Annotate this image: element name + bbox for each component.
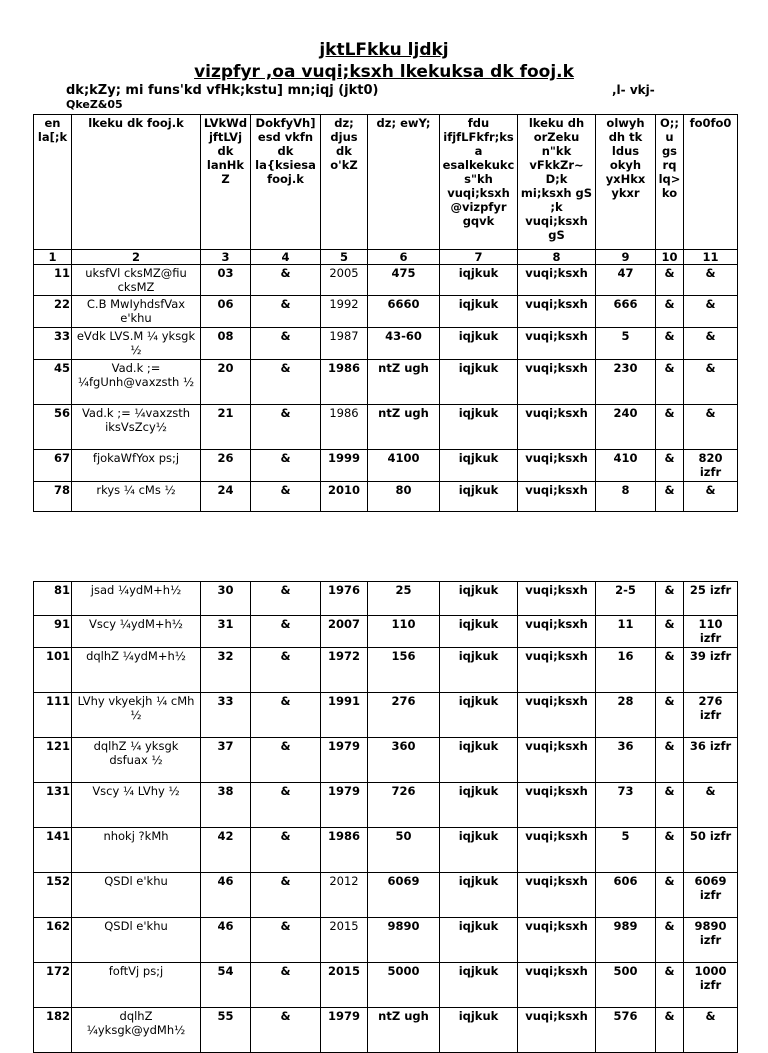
col-header-remarks: fo0fo0 [684, 115, 738, 250]
row-recovery-cost: 576 [596, 1008, 656, 1053]
col-number: 6 [368, 250, 440, 265]
table-row [34, 693, 738, 738]
row-price: 475 [368, 265, 440, 296]
row-recovery-cost: 11 [596, 616, 656, 648]
row-stock-ref: 33 [201, 693, 251, 738]
row-year: 2010 [321, 482, 368, 512]
table-row [34, 265, 738, 296]
row-stock-ref: 30 [201, 582, 251, 616]
row-year: 1987 [321, 328, 368, 360]
row-condition: iqjkuk [440, 482, 518, 512]
row-year: 1976 [321, 582, 368, 616]
row-suggestion: & [656, 693, 684, 738]
row-suggestion: & [656, 873, 684, 918]
table-row [34, 482, 738, 512]
col-header-stock-ref: LVkWd jftLVj dk lanHkZ [201, 115, 251, 250]
row-recovery-cost: 8 [596, 482, 656, 512]
row-serial-number: 33 [34, 328, 72, 360]
row-state: vuqi;ksxh [518, 1008, 596, 1053]
row-remarks: 39 izfr [684, 648, 738, 693]
row-stock-ref: 46 [201, 873, 251, 918]
row-state: vuqi;ksxh [518, 328, 596, 360]
row-recovery-cost: 16 [596, 648, 656, 693]
row-serial-number: 45 [34, 360, 72, 405]
row-condition: iqjkuk [440, 873, 518, 918]
row-stock-ref: 26 [201, 450, 251, 482]
row-suggestion: & [656, 1008, 684, 1053]
row-suggestion: & [656, 648, 684, 693]
row-recovery-cost: 240 [596, 405, 656, 450]
row-condition: iqjkuk [440, 582, 518, 616]
row-stock-ref: 31 [201, 616, 251, 648]
column-number-row [34, 250, 738, 265]
row-stock-ref: 24 [201, 482, 251, 512]
row-year: 2015 [321, 918, 368, 963]
row-item-description: foftVj ps;j [72, 963, 201, 1008]
row-item-description: jsad ¼ydM+h½ [72, 582, 201, 616]
row-item-description: Vad.k ;= ¼vaxzsth iksVsZcy½ [72, 405, 201, 450]
row-recovery-cost: 36 [596, 738, 656, 783]
row-price: 110 [368, 616, 440, 648]
row-suggestion: & [656, 783, 684, 828]
row-condition: iqjkuk [440, 828, 518, 873]
row-recovery-cost: 47 [596, 265, 656, 296]
row-condition: iqjkuk [440, 783, 518, 828]
row-recovery-cost: 2-5 [596, 582, 656, 616]
row-year: 2015 [321, 963, 368, 1008]
table-row [34, 783, 738, 828]
row-item-description: dqlhZ ¼yksgk@ydMh½ [72, 1008, 201, 1053]
row-serial-number: 56 [34, 405, 72, 450]
table-row [34, 582, 738, 616]
row-item-description: fjokaWfYox ps;j [72, 450, 201, 482]
row-item-description: uksfVl cksMZ@fiu cksMZ [72, 265, 201, 296]
col-number: 2 [72, 250, 201, 265]
row-serial-number: 22 [34, 296, 72, 328]
row-state: vuqi;ksxh [518, 265, 596, 296]
document-subtitle: vizpfyr ,oa vuqi;ksxh lkekuksa dk fooj.k [194, 62, 574, 82]
col-header-state: lkeku dh orZeku n"kk vFkkZr~ D;k mi;ksxh gS ;k vuqi;ksxh gS [518, 115, 596, 250]
row-serial-number: 172 [34, 963, 72, 1008]
row-remarks: 110 izfr [684, 616, 738, 648]
table-row [34, 738, 738, 783]
row-item-description: nhokj ?kMh [72, 828, 201, 873]
col-number: 11 [684, 250, 738, 265]
row-suggestion: & [656, 450, 684, 482]
row-condition: iqjkuk [440, 963, 518, 1008]
row-recovery-cost: 989 [596, 918, 656, 963]
col-number: 4 [251, 250, 321, 265]
row-serial-number: 67 [34, 450, 72, 482]
row-item-description: dqlhZ ¼ydM+h½ [72, 648, 201, 693]
row-quality: & [251, 405, 321, 450]
table-row [34, 828, 738, 873]
row-state: vuqi;ksxh [518, 738, 596, 783]
row-quality: & [251, 328, 321, 360]
row-condition: iqjkuk [440, 360, 518, 405]
row-stock-ref: 38 [201, 783, 251, 828]
col-header-item: lkeku dk fooj.k [72, 115, 201, 250]
row-stock-ref: 55 [201, 1008, 251, 1053]
header-row [34, 115, 738, 250]
row-remarks: & [684, 265, 738, 296]
row-serial-number: 81 [34, 582, 72, 616]
row-remarks: & [684, 328, 738, 360]
row-year: 1979 [321, 738, 368, 783]
row-remarks: 50 izfr [684, 828, 738, 873]
table-row [34, 405, 738, 450]
col-header-condition: fdu ifjfLFkfr;ksa esalkekukcs"kh vuqi;ksxh@vizpfyr gqvk [440, 115, 518, 250]
col-header-suggestion: O;;u gs rq lq>ko [656, 115, 684, 250]
row-serial-number: 141 [34, 828, 72, 873]
row-price: 276 [368, 693, 440, 738]
row-quality: & [251, 738, 321, 783]
row-price: ntZ ugh [368, 360, 440, 405]
row-serial-number: 131 [34, 783, 72, 828]
row-state: vuqi;ksxh [518, 450, 596, 482]
row-quality: & [251, 783, 321, 828]
row-remarks: & [684, 296, 738, 328]
col-number: 10 [656, 250, 684, 265]
row-serial-number: 11 [34, 265, 72, 296]
row-condition: iqjkuk [440, 918, 518, 963]
row-quality: & [251, 360, 321, 405]
table-row [34, 1008, 738, 1053]
row-item-description: Vscy ¼ydM+h½ [72, 616, 201, 648]
row-state: vuqi;ksxh [518, 828, 596, 873]
row-serial-number: 91 [34, 616, 72, 648]
row-condition: iqjkuk [440, 328, 518, 360]
row-remarks: 9890 izfr [684, 918, 738, 963]
row-state: vuqi;ksxh [518, 405, 596, 450]
row-condition: iqjkuk [440, 616, 518, 648]
row-condition: iqjkuk [440, 296, 518, 328]
form-number: QkeZ&05 [66, 98, 123, 111]
row-condition: iqjkuk [440, 1008, 518, 1053]
row-stock-ref: 08 [201, 328, 251, 360]
row-state: vuqi;ksxh [518, 482, 596, 512]
row-serial-number: 111 [34, 693, 72, 738]
table-row [34, 873, 738, 918]
row-remarks: 36 izfr [684, 738, 738, 783]
row-price: 25 [368, 582, 440, 616]
row-quality: & [251, 582, 321, 616]
row-condition: iqjkuk [440, 265, 518, 296]
row-remarks: 820 izfr [684, 450, 738, 482]
row-stock-ref: 54 [201, 963, 251, 1008]
row-year: 1986 [321, 828, 368, 873]
row-condition: iqjkuk [440, 648, 518, 693]
row-quality: & [251, 873, 321, 918]
row-quality: & [251, 616, 321, 648]
row-item-description: dqlhZ ¼ yksgk dsfuax ½ [72, 738, 201, 783]
row-year: 1979 [321, 1008, 368, 1053]
row-suggestion: & [656, 963, 684, 1008]
row-price: 43-60 [368, 328, 440, 360]
row-price: 9890 [368, 918, 440, 963]
row-suggestion: & [656, 738, 684, 783]
row-serial-number: 182 [34, 1008, 72, 1053]
col-header-price: dz; ewY; [368, 115, 440, 250]
row-suggestion: & [656, 265, 684, 296]
row-stock-ref: 03 [201, 265, 251, 296]
row-state: vuqi;ksxh [518, 693, 596, 738]
table-row [34, 963, 738, 1008]
row-item-description: eVdk LVS.M ¼ yksgk ½ [72, 328, 201, 360]
row-recovery-cost: 73 [596, 783, 656, 828]
office-line: dk;kZy; mi funs'kd vfHk;kstu] mn;iqj (jkt0) [66, 83, 379, 98]
row-remarks: 25 izfr [684, 582, 738, 616]
row-quality: & [251, 918, 321, 963]
inventory-table-page1 [33, 114, 738, 512]
row-year: 2012 [321, 873, 368, 918]
row-condition: iqjkuk [440, 450, 518, 482]
row-state: vuqi;ksxh [518, 783, 596, 828]
row-state: vuqi;ksxh [518, 360, 596, 405]
row-price: ntZ ugh [368, 405, 440, 450]
row-price: 6069 [368, 873, 440, 918]
row-quality: & [251, 450, 321, 482]
col-number: 5 [321, 250, 368, 265]
row-stock-ref: 21 [201, 405, 251, 450]
row-state: vuqi;ksxh [518, 582, 596, 616]
row-suggestion: & [656, 328, 684, 360]
row-remarks: & [684, 1008, 738, 1053]
row-recovery-cost: 5 [596, 328, 656, 360]
col-number: 9 [596, 250, 656, 265]
table-row [34, 328, 738, 360]
row-state: vuqi;ksxh [518, 648, 596, 693]
row-year: 1992 [321, 296, 368, 328]
col-header-sn: en la[;k [34, 115, 72, 250]
row-price: 726 [368, 783, 440, 828]
row-recovery-cost: 666 [596, 296, 656, 328]
row-condition: iqjkuk [440, 405, 518, 450]
row-recovery-cost: 410 [596, 450, 656, 482]
row-stock-ref: 32 [201, 648, 251, 693]
row-year: 1999 [321, 450, 368, 482]
row-recovery-cost: 28 [596, 693, 656, 738]
office-code: ,l- vkj- [612, 83, 655, 97]
row-remarks: & [684, 783, 738, 828]
row-price: ntZ ugh [368, 1008, 440, 1053]
row-recovery-cost: 500 [596, 963, 656, 1008]
row-item-description: rkys ¼ cMs ½ [72, 482, 201, 512]
row-item-description: QSDl e'khu [72, 918, 201, 963]
row-condition: iqjkuk [440, 693, 518, 738]
row-suggestion: & [656, 828, 684, 873]
row-quality: & [251, 1008, 321, 1053]
row-suggestion: & [656, 482, 684, 512]
row-quality: & [251, 963, 321, 1008]
row-remarks: 6069 izfr [684, 873, 738, 918]
row-quality: & [251, 693, 321, 738]
row-price: 156 [368, 648, 440, 693]
row-year: 1986 [321, 360, 368, 405]
row-price: 80 [368, 482, 440, 512]
row-item-description: QSDl e'khu [72, 873, 201, 918]
col-number: 3 [201, 250, 251, 265]
row-suggestion: & [656, 616, 684, 648]
row-quality: & [251, 296, 321, 328]
row-suggestion: & [656, 405, 684, 450]
row-suggestion: & [656, 296, 684, 328]
row-serial-number: 101 [34, 648, 72, 693]
row-serial-number: 121 [34, 738, 72, 783]
document-title: jktLFkku ljdkj [319, 40, 449, 60]
row-quality: & [251, 828, 321, 873]
row-quality: & [251, 482, 321, 512]
row-recovery-cost: 5 [596, 828, 656, 873]
row-year: 1979 [321, 783, 368, 828]
row-price: 50 [368, 828, 440, 873]
row-condition: iqjkuk [440, 738, 518, 783]
row-year: 2005 [321, 265, 368, 296]
row-item-description: LVhy vkyekjh ¼ cMh ½ [72, 693, 201, 738]
row-year: 2007 [321, 616, 368, 648]
row-stock-ref: 06 [201, 296, 251, 328]
row-stock-ref: 46 [201, 918, 251, 963]
row-recovery-cost: 606 [596, 873, 656, 918]
row-remarks: 276 izfr [684, 693, 738, 738]
row-remarks: 1000 izfr [684, 963, 738, 1008]
row-remarks: & [684, 405, 738, 450]
row-state: vuqi;ksxh [518, 963, 596, 1008]
row-quality: & [251, 648, 321, 693]
row-remarks: & [684, 482, 738, 512]
table-row [34, 360, 738, 405]
col-number: 8 [518, 250, 596, 265]
table-row [34, 450, 738, 482]
col-number: 7 [440, 250, 518, 265]
row-price: 6660 [368, 296, 440, 328]
table-row [34, 616, 738, 648]
row-stock-ref: 20 [201, 360, 251, 405]
row-item-description: Vscy ¼ LVhy ½ [72, 783, 201, 828]
row-item-description: C.B MwIyhdsfVax e'khu [72, 296, 201, 328]
table-row [34, 648, 738, 693]
row-state: vuqi;ksxh [518, 873, 596, 918]
row-stock-ref: 42 [201, 828, 251, 873]
row-year: 1991 [321, 693, 368, 738]
row-serial-number: 162 [34, 918, 72, 963]
table-row [34, 918, 738, 963]
row-suggestion: & [656, 918, 684, 963]
col-number: 1 [34, 250, 72, 265]
row-price: 4100 [368, 450, 440, 482]
row-recovery-cost: 230 [596, 360, 656, 405]
col-header-recovery: olwyh dh tk ldus okyh yxHkx ykxr [596, 115, 656, 250]
row-quality: & [251, 265, 321, 296]
row-suggestion: & [656, 582, 684, 616]
row-suggestion: & [656, 360, 684, 405]
row-stock-ref: 37 [201, 738, 251, 783]
col-header-year: dz; djus dk o'kZ [321, 115, 368, 250]
col-header-quality: DokfyVh]esd vkfn dk la{ksiesa fooj.k [251, 115, 321, 250]
row-price: 360 [368, 738, 440, 783]
row-serial-number: 152 [34, 873, 72, 918]
row-state: vuqi;ksxh [518, 616, 596, 648]
row-remarks: & [684, 360, 738, 405]
inventory-table-page2 [33, 581, 738, 1053]
table-row [34, 296, 738, 328]
row-state: vuqi;ksxh [518, 296, 596, 328]
row-price: 5000 [368, 963, 440, 1008]
row-year: 1972 [321, 648, 368, 693]
row-year: 1986 [321, 405, 368, 450]
row-state: vuqi;ksxh [518, 918, 596, 963]
row-item-description: Vad.k ;= ¼fgUnh@vaxzsth ½ [72, 360, 201, 405]
row-serial-number: 78 [34, 482, 72, 512]
